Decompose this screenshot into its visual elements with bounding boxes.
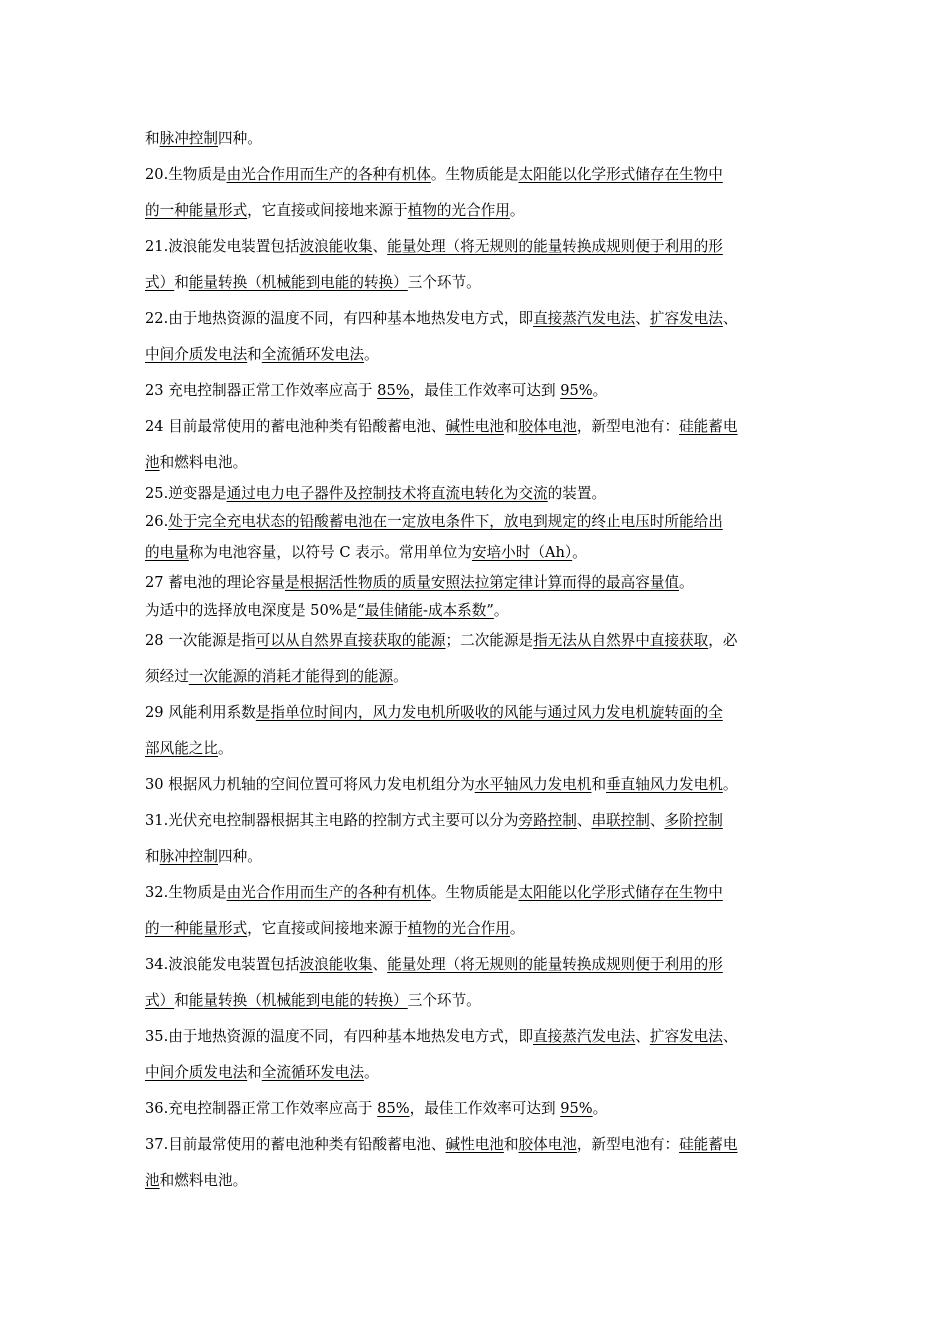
text-run: ，必 xyxy=(708,632,738,649)
text-run: 。 xyxy=(363,346,379,363)
text-line xyxy=(145,598,809,623)
text-run: 24 目前最常使用的蓄电池种类有铅酸蓄电池、 xyxy=(145,418,446,435)
text-line xyxy=(145,731,809,767)
text-line xyxy=(145,537,809,568)
text-run: 、 xyxy=(649,812,665,829)
text-line xyxy=(145,839,809,875)
underlined-answer: 太阳能以化学形式储存在生物中 xyxy=(518,166,723,183)
underlined-answer: 能量处理（将无规则的能量转换成规则便于利用的形 xyxy=(387,956,723,973)
text-run: 21.波浪能发电装置包括 xyxy=(145,238,300,255)
underlined-answer: 直接蒸汽发电法 xyxy=(533,310,636,327)
text-run: 称为电池容量，以符号 C 表示。常用单位为 xyxy=(188,544,472,561)
underlined-answer: 太阳能以化学形式储存在生物中 xyxy=(518,884,723,901)
text-run: 27 蓄电池的理论容量 xyxy=(145,574,285,591)
underlined-answer: 硅能蓄电 xyxy=(679,1136,738,1153)
text-run: 的装置。 xyxy=(547,485,607,502)
underlined-answer: 硅能蓄电 xyxy=(679,418,738,435)
text-run: 和 xyxy=(145,130,160,147)
text-run: 和 xyxy=(503,418,519,435)
underlined-answer: 中间介质发电法 xyxy=(145,1064,248,1081)
underlined-answer: 池 xyxy=(145,454,160,471)
text-line xyxy=(145,301,809,337)
text-run: 。 xyxy=(509,920,525,937)
underlined-answer: 的一种能量形式 xyxy=(145,920,248,937)
underlined-answer: 指无法从自然界中直接获取 xyxy=(533,632,709,649)
underlined-answer: 是指单位时间内，风力发电机所吸收的风能与通过风力发电机旋转面的全 xyxy=(255,704,723,721)
text-run: 34.波浪能发电装置包括 xyxy=(145,956,300,973)
text-run: 、 xyxy=(635,1028,650,1045)
text-run: 26. xyxy=(145,513,169,530)
text-run: 20.生物质是 xyxy=(145,166,227,183)
text-run: 。 xyxy=(363,1064,379,1081)
text-line xyxy=(145,445,809,481)
text-run: 和 xyxy=(503,1136,519,1153)
text-line xyxy=(145,157,809,193)
underlined-answer: 全流循环发电法 xyxy=(261,346,364,363)
text-run: 三个环节。 xyxy=(407,992,481,1009)
text-line xyxy=(145,659,809,695)
underlined-answer: 全流循环发电法 xyxy=(261,1064,364,1081)
text-line xyxy=(145,229,809,265)
text-run: 和 xyxy=(174,274,189,291)
underlined-answer: 95% xyxy=(560,1100,593,1117)
text-run: 。 xyxy=(509,202,525,219)
underlined-answer: 脉冲控制 xyxy=(159,130,218,147)
text-run: 。 xyxy=(493,602,509,619)
underlined-answer: 的一种能量形式 xyxy=(145,202,248,219)
underlined-answer: 处于完全充电状态的铅酸蓄电池在一定放电条件下，放电到规定的终止电压时所能给出 xyxy=(168,513,723,530)
text-line xyxy=(145,568,809,598)
text-line xyxy=(145,337,809,373)
text-line xyxy=(145,121,809,157)
text-run: 和 xyxy=(591,776,607,793)
text-run: 。 xyxy=(722,776,738,793)
text-line xyxy=(145,1091,809,1127)
underlined-answer: “最佳储能-成本系数” xyxy=(357,602,494,619)
text-run: 。 xyxy=(592,1100,608,1117)
text-line xyxy=(145,506,809,537)
underlined-answer: 式） xyxy=(145,992,175,1009)
underlined-answer: 水平轴风力发电机 xyxy=(474,776,592,793)
underlined-answer: 碱性电池 xyxy=(445,1136,504,1153)
text-line xyxy=(145,1163,809,1199)
text-line xyxy=(145,481,809,506)
text-run: 、 xyxy=(372,956,388,973)
text-run: 31.光伏充电控制器根据其主电路的控制方式主要可以分为 xyxy=(145,812,519,829)
text-run: 和 xyxy=(174,992,189,1009)
underlined-answer: 中间介质发电法 xyxy=(145,346,248,363)
underlined-answer: 旁路控制 xyxy=(518,812,577,829)
text-run: 须经过 xyxy=(145,668,189,685)
text-run: 37.目前最常使用的蓄电池种类有铅酸蓄电池、 xyxy=(145,1136,446,1153)
underlined-answer: 95% xyxy=(560,382,593,399)
text-run: 、 xyxy=(722,1028,738,1045)
text-run: 22.由于地热资源的温度不同，有四种基本地热发电方式，即 xyxy=(145,310,534,327)
underlined-answer: 是根据活性物质的质量安照法拉第定律计算而得的最高容量值 xyxy=(284,574,680,591)
text-run: 28 一次能源是指 xyxy=(145,632,256,649)
text-line xyxy=(145,803,809,839)
text-run: 36.充电控制器正常工作效率应高于 xyxy=(145,1100,378,1117)
text-line xyxy=(145,983,809,1019)
underlined-answer: 多阶控制 xyxy=(664,812,723,829)
underlined-answer: 可以从自然界直接获取的能源 xyxy=(255,632,446,649)
text-run: 、 xyxy=(722,310,738,327)
text-run: 、 xyxy=(635,310,650,327)
underlined-answer: 85% xyxy=(377,1100,410,1117)
text-run: ，它直接或间接地来源于 xyxy=(247,202,408,219)
text-run: 。生物质能是 xyxy=(430,166,519,183)
text-line xyxy=(145,767,809,803)
underlined-answer: 胶体电池 xyxy=(518,418,577,435)
text-line xyxy=(145,947,809,983)
underlined-answer: 波浪能收集 xyxy=(299,238,373,255)
text-line xyxy=(145,1055,809,1091)
underlined-answer: 由光合作用而生产的各种有机体 xyxy=(226,884,431,901)
text-run: 和 xyxy=(247,346,262,363)
text-line xyxy=(145,911,809,947)
text-run: 四种。 xyxy=(218,848,262,865)
underlined-answer: 串联控制 xyxy=(591,812,650,829)
text-run: 。 xyxy=(679,574,694,591)
text-run: 32.生物质是 xyxy=(145,884,227,901)
text-run: 和燃料电池。 xyxy=(159,454,248,471)
text-run: 、 xyxy=(576,812,592,829)
text-line xyxy=(145,1019,809,1055)
text-run: ，它直接或间接地来源于 xyxy=(247,920,408,937)
text-run: ，新型电池有： xyxy=(576,1136,680,1153)
underlined-answer: 扩容发电法 xyxy=(649,1028,723,1045)
text-line xyxy=(145,193,809,229)
underlined-answer: 胶体电池 xyxy=(518,1136,577,1153)
text-run: 35.由于地热资源的温度不同，有四种基本地热发电方式，即 xyxy=(145,1028,534,1045)
text-run: 和燃料电池。 xyxy=(159,1172,248,1189)
text-line xyxy=(145,875,809,911)
text-run: 25.逆变器是 xyxy=(145,485,227,502)
underlined-answer: 能量处理（将无规则的能量转换成规则便于利用的形 xyxy=(387,238,723,255)
document-body xyxy=(145,121,809,1199)
text-run: 23 充电控制器正常工作效率应高于 xyxy=(145,382,378,399)
underlined-answer: 波浪能收集 xyxy=(299,956,373,973)
text-run: ，最佳工作效率可达到 xyxy=(409,382,561,399)
text-run: 三个环节。 xyxy=(407,274,481,291)
text-run: 为适中的选择放电深度是 50%是 xyxy=(145,602,358,619)
text-run: 。 xyxy=(217,740,233,757)
text-line xyxy=(145,623,809,659)
text-run: ；二次能源是 xyxy=(445,632,534,649)
underlined-answer: 部风能之比 xyxy=(145,740,218,757)
text-run: 30 根据风力机轴的空间位置可将风力发电机组分为 xyxy=(145,776,475,793)
text-run: 29 风能利用系数 xyxy=(145,704,256,721)
underlined-answer: 通过电力电子器件及控制技术将直流电转化为交流 xyxy=(226,485,548,502)
underlined-answer: 垂直轴风力发电机 xyxy=(606,776,723,793)
underlined-answer: 碱性电池 xyxy=(445,418,504,435)
underlined-answer: 植物的光合作用 xyxy=(407,202,510,219)
underlined-answer: 池 xyxy=(145,1172,160,1189)
underlined-answer: 能量转换（机械能到电能的转换） xyxy=(188,992,408,1009)
text-line xyxy=(145,373,809,409)
text-run: 、 xyxy=(372,238,388,255)
text-run: 。 xyxy=(393,668,408,685)
underlined-answer: 由光合作用而生产的各种有机体 xyxy=(226,166,431,183)
underlined-answer: 植物的光合作用 xyxy=(407,920,510,937)
text-line xyxy=(145,1127,809,1163)
underlined-answer: 能量转换（机械能到电能的转换） xyxy=(188,274,408,291)
underlined-answer: 扩容发电法 xyxy=(649,310,723,327)
underlined-answer: 式） xyxy=(145,274,175,291)
underlined-answer: 安培小时（Ah） xyxy=(471,544,573,561)
text-run: 和 xyxy=(247,1064,262,1081)
text-line xyxy=(145,265,809,301)
underlined-answer: 的电量 xyxy=(145,544,189,561)
text-run: ，新型电池有： xyxy=(576,418,680,435)
text-run: 。生物质能是 xyxy=(430,884,519,901)
text-run: 四种。 xyxy=(218,130,262,147)
underlined-answer: 85% xyxy=(377,382,410,399)
text-run: 和 xyxy=(145,848,160,865)
text-run: ，最佳工作效率可达到 xyxy=(409,1100,561,1117)
text-line xyxy=(145,695,809,731)
underlined-answer: 直接蒸汽发电法 xyxy=(533,1028,636,1045)
text-line xyxy=(145,409,809,445)
underlined-answer: 脉冲控制 xyxy=(159,848,218,865)
text-run: 。 xyxy=(592,382,608,399)
text-run: 。 xyxy=(572,544,587,561)
underlined-answer: 一次能源的消耗才能得到的能源 xyxy=(188,668,394,685)
